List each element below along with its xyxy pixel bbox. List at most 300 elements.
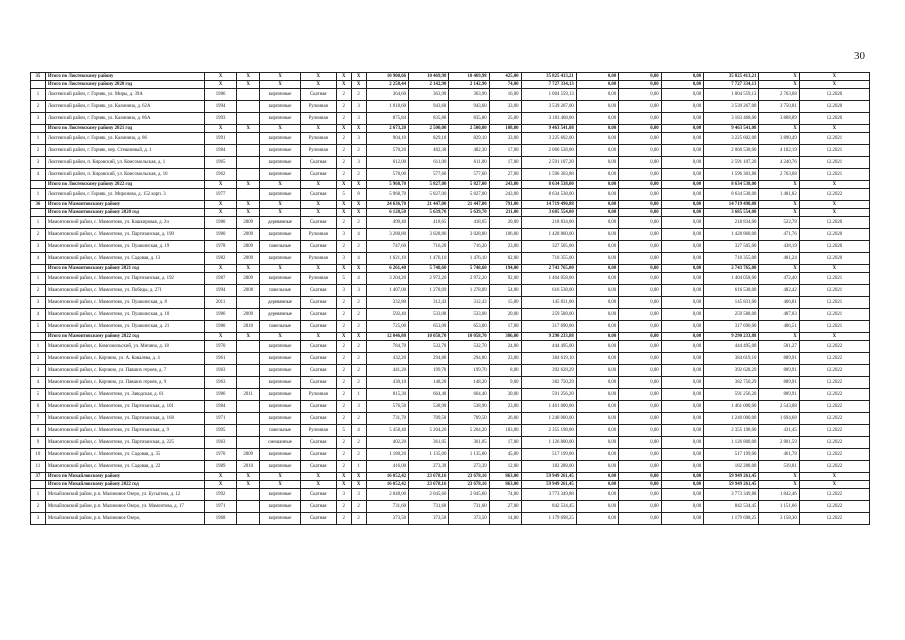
table-cell: 0,00 [661, 181, 703, 189]
table-cell: 1 461 000,00 [521, 401, 576, 413]
table-cell: 361,05 [409, 437, 449, 449]
table-cell: X [351, 473, 366, 481]
table-cell [237, 425, 260, 437]
summary-row [31, 181, 870, 189]
table-cell: 5 [336, 189, 351, 201]
table-cell: 1 476,10 [409, 253, 449, 265]
table-row [31, 133, 870, 145]
table-cell: 59 949 261,45 [521, 481, 576, 489]
table-cell: X [336, 209, 351, 217]
table-cell: 8 634 538,00 [521, 189, 576, 201]
table-cell: Скатная [300, 413, 336, 425]
summary-row [31, 201, 870, 209]
table-cell: 0,00 [619, 101, 661, 113]
table-cell: 5 827,00 [449, 189, 489, 201]
table-cell: 14 719 490,88 [704, 201, 759, 209]
address-cell: Мамонтовский район, с. Мамонтово, ул. Садовая, д. 35 [45, 449, 204, 461]
table-cell: 12.2022 [799, 341, 869, 353]
table-cell: 1 428 860,00 [704, 229, 759, 241]
table-cell: 12.2021 [799, 309, 869, 321]
table-cell: X [237, 265, 260, 273]
table-cell: 27,00 [489, 501, 521, 513]
table-cell: 182 288,00 [521, 461, 576, 473]
table-cell: 2008 [237, 285, 260, 297]
table-cell: X [237, 333, 260, 341]
table-cell: 1 481,82 [759, 189, 799, 201]
summary-row [31, 81, 870, 89]
row-number-cell: 7 [31, 413, 46, 425]
table-cell [237, 145, 260, 157]
table-cell: 0,00 [576, 265, 618, 273]
table-cell: X [336, 265, 351, 273]
table-cell [237, 189, 260, 201]
table-cell: 0,00 [576, 389, 618, 401]
table-cell: 3 [336, 489, 351, 501]
table-cell: 842 534,45 [521, 501, 576, 513]
table-cell: 664,40 [449, 389, 489, 401]
table-cell: 0,00 [576, 481, 618, 489]
table-cell: 1 180,20 [366, 449, 408, 461]
table-cell: 2 [336, 401, 351, 413]
table-cell: 273,39 [409, 461, 449, 473]
table-cell: 731,60 [449, 501, 489, 513]
row-number-cell: 5 [31, 389, 46, 401]
table-cell: 25,00 [489, 113, 521, 125]
table-cell: 12,00 [489, 461, 521, 473]
table-cell: 12.2022 [799, 449, 869, 461]
table-cell: X [205, 73, 237, 81]
table-cell: 16,00 [489, 89, 521, 101]
table-cell: 0,00 [576, 333, 618, 341]
table-row [31, 413, 870, 425]
table-cell: 0,00 [619, 73, 661, 81]
address-cell: Мамонтовский район, с. Мамонтово, ул. Партизанская, д. 168 [45, 413, 204, 425]
address-cell: Мамонтовский район, с. Мамонтово, ул. Пушкинская, д. 10 [45, 309, 204, 321]
table-cell: 444 495,00 [704, 341, 759, 353]
table-cell: 0,00 [661, 145, 703, 157]
table-cell: Скатная [300, 217, 336, 229]
table-cell: 716,20 [449, 241, 489, 253]
table-cell: 0,00 [661, 341, 703, 353]
table-cell: 26,00 [489, 413, 521, 425]
table-cell: 1971 [205, 413, 237, 425]
table-cell: 1984 [205, 145, 237, 157]
table-cell: 2 355 198,00 [521, 425, 576, 437]
table-cell: 0,00 [661, 265, 703, 273]
table-cell: 12.2022 [799, 389, 869, 401]
table-cell: 35 825 413,21 [521, 73, 576, 81]
table-cell: 487,03 [759, 309, 799, 321]
table-cell: 5 827,00 [449, 181, 489, 189]
table-cell: 889,91 [759, 353, 799, 365]
table-cell: 1 278,09 [409, 285, 449, 297]
table-cell: 539,01 [759, 461, 799, 473]
table-cell: 0,00 [661, 309, 703, 321]
table-cell: 3 750,81 [759, 101, 799, 113]
table-cell: 1 278,09 [449, 285, 489, 297]
table-cell: 0,00 [576, 209, 618, 217]
table-cell: 243,00 [489, 189, 521, 201]
address-cell: Мамонтовский район, с. Мамонтово, ул. Пушкинская, д. 8 [45, 297, 204, 309]
table-cell: кирпичные [260, 133, 300, 145]
table-cell: X [351, 265, 366, 273]
page-number: 30 [854, 50, 865, 62]
table-cell: 517 199,00 [704, 449, 759, 461]
address-cell: Мамонтовский район, с. Мамонтово, ул. Партизанская, д. 225 [45, 437, 204, 449]
table-cell: 5 968,70 [366, 189, 408, 201]
table-cell: 0,00 [619, 389, 661, 401]
table-cell: кирпичные [260, 377, 300, 389]
table-cell: 382 750,29 [704, 377, 759, 389]
table-cell: 0,00 [619, 285, 661, 297]
table-cell: 1994 [205, 285, 237, 297]
table-row [31, 157, 870, 169]
table-cell: 576,50 [366, 401, 408, 413]
table-cell: 106,00 [489, 229, 521, 241]
table-cell: 2 [336, 413, 351, 425]
table-cell: 4 [351, 253, 366, 265]
table-cell: 12 046,80 [366, 333, 408, 341]
table-cell: 430,10 [366, 377, 408, 389]
table-cell: 441,20 [366, 365, 408, 377]
table-cell: 710 355,00 [521, 253, 576, 265]
address-cell: Локтевский район, п. Кировский, ул. Комсомольская, д. 10 [45, 169, 204, 181]
address-cell: Мамонтовский район, с. Мамонтово, ул. Заводская, д. 61 [45, 389, 204, 401]
table-cell: 2 045,60 [409, 489, 449, 501]
table-cell: 3 773 349,88 [521, 489, 576, 501]
table-cell: 2 [351, 341, 366, 353]
row-number-cell: 4 [31, 377, 46, 389]
table-cell: X [759, 201, 799, 209]
table-cell: 0,00 [661, 285, 703, 297]
table-cell: 1965 [205, 157, 237, 169]
table-cell: X [260, 473, 300, 481]
table-cell: 12.2021 [799, 133, 869, 145]
table-cell: 0,00 [576, 217, 618, 229]
row-number-cell: 3 [31, 513, 46, 525]
table-cell: 1970 [205, 449, 237, 461]
table-cell: 0,00 [576, 133, 618, 145]
table-cell: 0,00 [661, 241, 703, 253]
table-row [31, 169, 870, 181]
table-cell: 2010 [237, 321, 260, 333]
table-cell: 0,00 [619, 157, 661, 169]
table-cell: Скатная [300, 353, 336, 365]
row-number-cell: 3 [31, 297, 46, 309]
table-row [31, 513, 870, 525]
table-cell: 2 [336, 101, 351, 113]
table-cell: 664,40 [409, 389, 449, 401]
table-cell: 3 [336, 253, 351, 265]
table-cell: 2009 [237, 309, 260, 321]
table-cell: Скатная [300, 297, 336, 309]
table-cell: X [351, 209, 366, 217]
table-cell: 1986 [205, 89, 237, 101]
table-cell: 0,00 [661, 297, 703, 309]
address-cell: Локтевский район, г. Горняк, ул. Миронова, д. 152 корп. 3 [45, 189, 204, 201]
table-cell: 0,00 [619, 253, 661, 265]
table-cell: 570,20 [366, 145, 408, 157]
table-cell: 1980 [205, 217, 237, 229]
table-row [31, 273, 870, 285]
table-cell: X [237, 201, 260, 209]
table-cell: 499,40 [366, 217, 408, 229]
table-cell: 2 [336, 365, 351, 377]
table-cell: 2009 [237, 253, 260, 265]
table-cell: 716,20 [409, 241, 449, 253]
table-cell: X [759, 73, 799, 81]
table-cell: 731,60 [409, 501, 449, 513]
table-cell: 12.2021 [799, 285, 869, 297]
table-cell: 0,00 [619, 169, 661, 181]
table-cell: кирпичные [260, 253, 300, 265]
summary-label-cell: Итого по Мамонтовскому району [45, 201, 204, 209]
table-cell: 3 [351, 489, 366, 501]
table-cell: 294,80 [449, 353, 489, 365]
table-cell [237, 501, 260, 513]
table-cell: смешанные [260, 437, 300, 449]
table-cell [237, 89, 260, 101]
table-cell: 1 404 058,00 [704, 273, 759, 285]
table-cell: 7 727 334,13 [704, 81, 759, 89]
table-cell: 1 621,10 [366, 253, 408, 265]
table-cell: 12.2022 [799, 489, 869, 501]
table-cell: 0,00 [661, 481, 703, 489]
table-cell: 21 447,00 [409, 201, 449, 209]
table-cell: 0,00 [576, 377, 618, 389]
table-cell: 0,00 [661, 321, 703, 333]
table-cell: 74,00 [489, 489, 521, 501]
table-cell: 889,91 [759, 365, 799, 377]
table-cell: кирпичные [260, 157, 300, 169]
table-cell: 0,00 [576, 353, 618, 365]
table-cell: Рулонная [300, 273, 336, 285]
table-cell: 2 258,44 [366, 81, 408, 89]
table-cell: 0,00 [576, 273, 618, 285]
table-cell: 12.2022 [799, 189, 869, 201]
table-cell: 392 628,29 [704, 365, 759, 377]
table-cell: 218 834,00 [521, 217, 576, 229]
address-cell: Михайловский район, р.п. Малиновое Озеро, [45, 513, 204, 525]
table-cell: 3 685 554,00 [521, 209, 576, 217]
table-cell: 2 [351, 241, 366, 253]
table-cell: 1989 [205, 461, 237, 473]
table-cell: 2009 [237, 229, 260, 241]
table-cell: 10 058,70 [449, 333, 489, 341]
table-cell: 0,00 [576, 229, 618, 241]
row-number-cell: 2 [31, 285, 46, 297]
table-cell: панельные [260, 425, 300, 437]
table-row [31, 377, 870, 389]
table-cell: 23 678,16 [409, 481, 449, 489]
table-cell: 0,00 [661, 113, 703, 125]
table-cell: X [205, 209, 237, 217]
table-cell: 12.2020 [799, 113, 869, 125]
table-cell: 0,00 [576, 189, 618, 201]
table-cell: Рулонная [300, 101, 336, 113]
table-cell: X [759, 81, 799, 89]
table-cell: 27,00 [489, 169, 521, 181]
table-cell: 0,00 [661, 209, 703, 217]
table-cell: 1984 [205, 401, 237, 413]
table-row [31, 253, 870, 265]
table-cell: 392 628,29 [521, 365, 576, 377]
table-cell: 1986 [205, 309, 237, 321]
row-number-cell: 11 [31, 461, 46, 473]
table-cell: X [205, 201, 237, 209]
table-cell: 363,90 [409, 89, 449, 101]
table-cell: X [759, 181, 799, 189]
table-cell: Скатная [300, 461, 336, 473]
table-cell: Скатная [300, 309, 336, 321]
table-cell: 0,00 [619, 89, 661, 101]
table-cell: 592,40 [366, 309, 408, 321]
table-cell: 2 591 107,20 [704, 157, 759, 169]
table-cell: 9 290 233,88 [704, 333, 759, 341]
table-cell: 0,00 [576, 413, 618, 425]
table-cell: 23 678,16 [409, 473, 449, 481]
table-cell: 532,70 [409, 341, 449, 353]
table-cell: 0,00 [619, 297, 661, 309]
table-cell: 14,00 [489, 513, 521, 525]
table-cell: 1 596 303,88 [704, 169, 759, 181]
table-cell: 33,00 [489, 101, 521, 113]
table-cell: X [260, 73, 300, 81]
row-number-cell [31, 209, 46, 217]
table-cell: Скатная [300, 449, 336, 461]
table-cell: 538,90 [409, 401, 449, 413]
table-cell: X [205, 473, 237, 481]
table-cell: 3 280,80 [366, 229, 408, 241]
table-cell: 243,00 [489, 181, 521, 189]
table-cell: X [351, 201, 366, 209]
table-cell: кирпичные [260, 113, 300, 125]
table-cell: 0,00 [661, 449, 703, 461]
table-cell: 8 634 538,00 [704, 189, 759, 201]
table-row [31, 489, 870, 501]
table-cell: кирпичные [260, 101, 300, 113]
table-cell: 0,00 [576, 501, 618, 513]
table-cell: 3 225 602,00 [704, 133, 759, 145]
table-cell: 10 469,98 [409, 73, 449, 81]
row-number-cell [31, 333, 46, 341]
table-cell: 6 128,50 [366, 209, 408, 217]
table-cell: 904,10 [366, 133, 408, 145]
table-cell: 3 808,89 [759, 113, 799, 125]
capital-repair-table [30, 72, 870, 525]
table-cell: 1962 [205, 169, 237, 181]
table-cell: X [237, 481, 260, 489]
table-cell: X [336, 73, 351, 81]
row-number-cell: 1 [31, 489, 46, 501]
table-cell: 15,00 [489, 297, 521, 309]
table-cell: 0,00 [661, 253, 703, 265]
table-cell: 0,00 [576, 145, 618, 157]
table-row [31, 501, 870, 513]
table-cell: 312,43 [449, 297, 489, 309]
table-cell: 0,00 [619, 401, 661, 413]
table-cell: 1961 [205, 353, 237, 365]
table-cell: 0,00 [619, 333, 661, 341]
table-cell: Рулонная [300, 389, 336, 401]
table-cell: 3 [351, 101, 366, 113]
table-cell: 45,00 [489, 449, 521, 461]
table-cell [237, 401, 260, 413]
address-cell: Мамонтовский район, с. Корчино, ул. А. Ковалева, д. 4 [45, 353, 204, 365]
table-cell: 0,00 [576, 73, 618, 81]
table-cell: 1980 [205, 321, 237, 333]
table-row [31, 297, 870, 309]
table-cell: 312,43 [409, 297, 449, 309]
table-cell: 5 827,00 [409, 181, 449, 189]
row-number-cell: 1 [31, 189, 46, 201]
table-cell: 784,70 [366, 341, 408, 353]
summary-label-cell: Итого по Локтевскому району [45, 73, 204, 81]
table-cell [237, 489, 260, 501]
table-cell: X [205, 181, 237, 189]
table-cell: X [300, 265, 336, 273]
row-number-cell: 2 [31, 353, 46, 365]
table-cell: 92,00 [489, 273, 521, 285]
table-cell: 943,60 [449, 101, 489, 113]
table-cell: X [336, 125, 351, 133]
table-cell: Скатная [300, 89, 336, 101]
table-cell: 2 [336, 341, 351, 353]
table-cell: 12.2022 [799, 365, 869, 377]
table-cell: 3 773 349,88 [704, 489, 759, 501]
table-cell: 1 404 058,00 [521, 273, 576, 285]
table-cell: X [300, 125, 336, 133]
summary-label-cell: Итого по Михайловскому району 2022 год [45, 481, 204, 489]
table-cell: X [351, 481, 366, 489]
row-number-cell: 9 [31, 437, 46, 449]
row-number-cell [31, 265, 46, 273]
table-cell: 4 [351, 425, 366, 437]
table-cell: 1968 [205, 513, 237, 525]
table-cell: 12.2022 [799, 413, 869, 425]
summary-label-cell: Итого по Мамонтовскому району 2021 год [45, 265, 204, 273]
table-cell: X [759, 333, 799, 341]
table-cell: 472,40 [759, 273, 799, 285]
table-cell: 9 463 541,08 [521, 125, 576, 133]
table-cell [237, 133, 260, 145]
table-cell: 1994 [205, 101, 237, 113]
row-number-cell: 1 [31, 273, 46, 285]
table-cell: X [205, 333, 237, 341]
table-cell: 23,00 [489, 353, 521, 365]
table-cell: 0,00 [619, 265, 661, 273]
table-cell: 17,00 [489, 437, 521, 449]
table-cell: 3 890,49 [759, 133, 799, 145]
table-cell: 444 495,00 [521, 341, 576, 353]
table-cell: 12.2022 [799, 501, 869, 513]
table-cell: 0,00 [576, 253, 618, 265]
table-cell: 3 225 602,00 [521, 133, 576, 145]
table-cell: 384 619,10 [704, 353, 759, 365]
table-cell: X [759, 125, 799, 133]
table-cell: X [237, 81, 260, 89]
table-cell: 3 [351, 133, 366, 145]
table-cell: 2 [336, 145, 351, 157]
table-cell: 1963 [205, 365, 237, 377]
table-cell: 12.2021 [799, 297, 869, 309]
table-cell: X [205, 481, 237, 489]
table-cell: 1 [351, 389, 366, 401]
table-cell [237, 513, 260, 525]
table-cell: 0,00 [619, 481, 661, 489]
table-cell: 2009 [237, 273, 260, 285]
table-cell: 0,00 [661, 73, 703, 81]
